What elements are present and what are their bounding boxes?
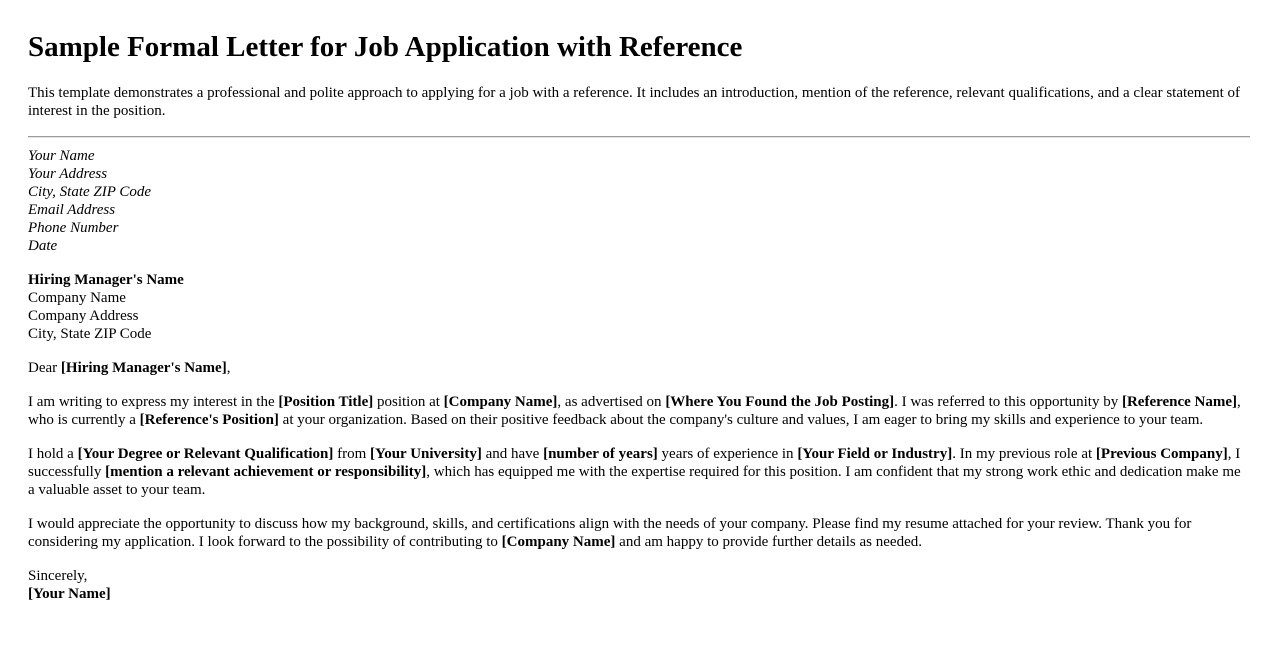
- text-run: . In my previous role at: [952, 446, 1096, 462]
- placeholder-company-name: [Company Name]: [501, 534, 616, 550]
- sender-email: Email Address: [28, 202, 116, 218]
- text-run: position at: [373, 394, 444, 410]
- salutation-prefix: Dear: [28, 360, 61, 376]
- intro-paragraph: This template demonstrates a professional and polite approach to applying for a job with a reference. It includes an introduction, mention of the reference, relevant qualifications, and a clear statement of interest in the position.: [28, 85, 1241, 119]
- sender-phone: Phone Number: [28, 220, 119, 236]
- recipient-company: Company Name: [28, 290, 126, 306]
- text-run: I hold a: [28, 446, 78, 462]
- salutation: [28, 359, 1250, 377]
- recipient-city: City, State ZIP Code: [28, 326, 152, 342]
- placeholder-achievement: [mention a relevant achievement or responsibility]: [105, 464, 427, 480]
- recipient-block: [28, 271, 1250, 343]
- signature: [Your Name]: [28, 586, 111, 602]
- closing-block: [28, 567, 1250, 603]
- placeholder-university: [Your University]: [370, 446, 482, 462]
- text-run: , which has equipped me with the expertise required for this position. I am confident that my strong work ethic and dedication make me a valuable asset to your team.: [28, 464, 1241, 498]
- sender-address: Your Address: [28, 166, 108, 182]
- text-run: from: [333, 446, 371, 462]
- text-run: , as advertised on: [557, 394, 666, 410]
- text-run: I would appreciate the opportunity to discuss how my background, skills, and certifications align with the needs of your company. Please find my resume attached for your review. Thank you for considering my application. I look forward to the possibility of contributing to: [28, 516, 1192, 550]
- text-run: and have: [481, 446, 544, 462]
- divider: [28, 136, 1250, 138]
- closing: Sincerely,: [28, 568, 88, 584]
- page-title: Sample Formal Letter for Job Application with Reference: [28, 31, 743, 63]
- placeholder-field: [Your Field or Industry]: [797, 446, 953, 462]
- placeholder-company-name: [Company Name]: [443, 394, 558, 410]
- text-run: and am happy to provide further details as needed.: [615, 534, 922, 550]
- body-paragraph-2: [28, 445, 1250, 499]
- sender-name: Your Name: [28, 148, 95, 164]
- recipient-address: Company Address: [28, 308, 139, 324]
- placeholder-position-title: [Position Title]: [278, 394, 374, 410]
- body-paragraph-3: [28, 515, 1250, 551]
- text-run: , I successfully: [28, 446, 1241, 480]
- salutation-suffix: ,: [226, 360, 231, 376]
- text-run: . I was referred to this opportunity by: [894, 394, 1122, 410]
- sender-block: [28, 147, 1250, 255]
- placeholder-years: [number of years]: [543, 446, 658, 462]
- placeholder-reference-position: [Reference's Position]: [139, 412, 279, 428]
- sender-city: City, State ZIP Code: [28, 184, 152, 200]
- sender-date: Date: [28, 238, 58, 254]
- salutation-name: [Hiring Manager's Name]: [60, 360, 227, 376]
- text-run: at your organization. Based on their positive feedback about the company's culture and values, I am eager to bring my skills and experience to your team.: [278, 412, 1204, 428]
- placeholder-degree: [Your Degree or Relevant Qualification]: [77, 446, 334, 462]
- text-run: years of experience in: [657, 446, 798, 462]
- recipient-name: Hiring Manager's Name: [28, 272, 184, 288]
- placeholder-previous-company: [Previous Company]: [1095, 446, 1228, 462]
- placeholder-reference-name: [Reference Name]: [1121, 394, 1238, 410]
- body-paragraph-1: [28, 393, 1250, 429]
- text-run: , who is currently a: [28, 394, 1241, 428]
- placeholder-job-posting-source: [Where You Found the Job Posting]: [665, 394, 895, 410]
- text-run: I am writing to express my interest in the: [28, 394, 279, 410]
